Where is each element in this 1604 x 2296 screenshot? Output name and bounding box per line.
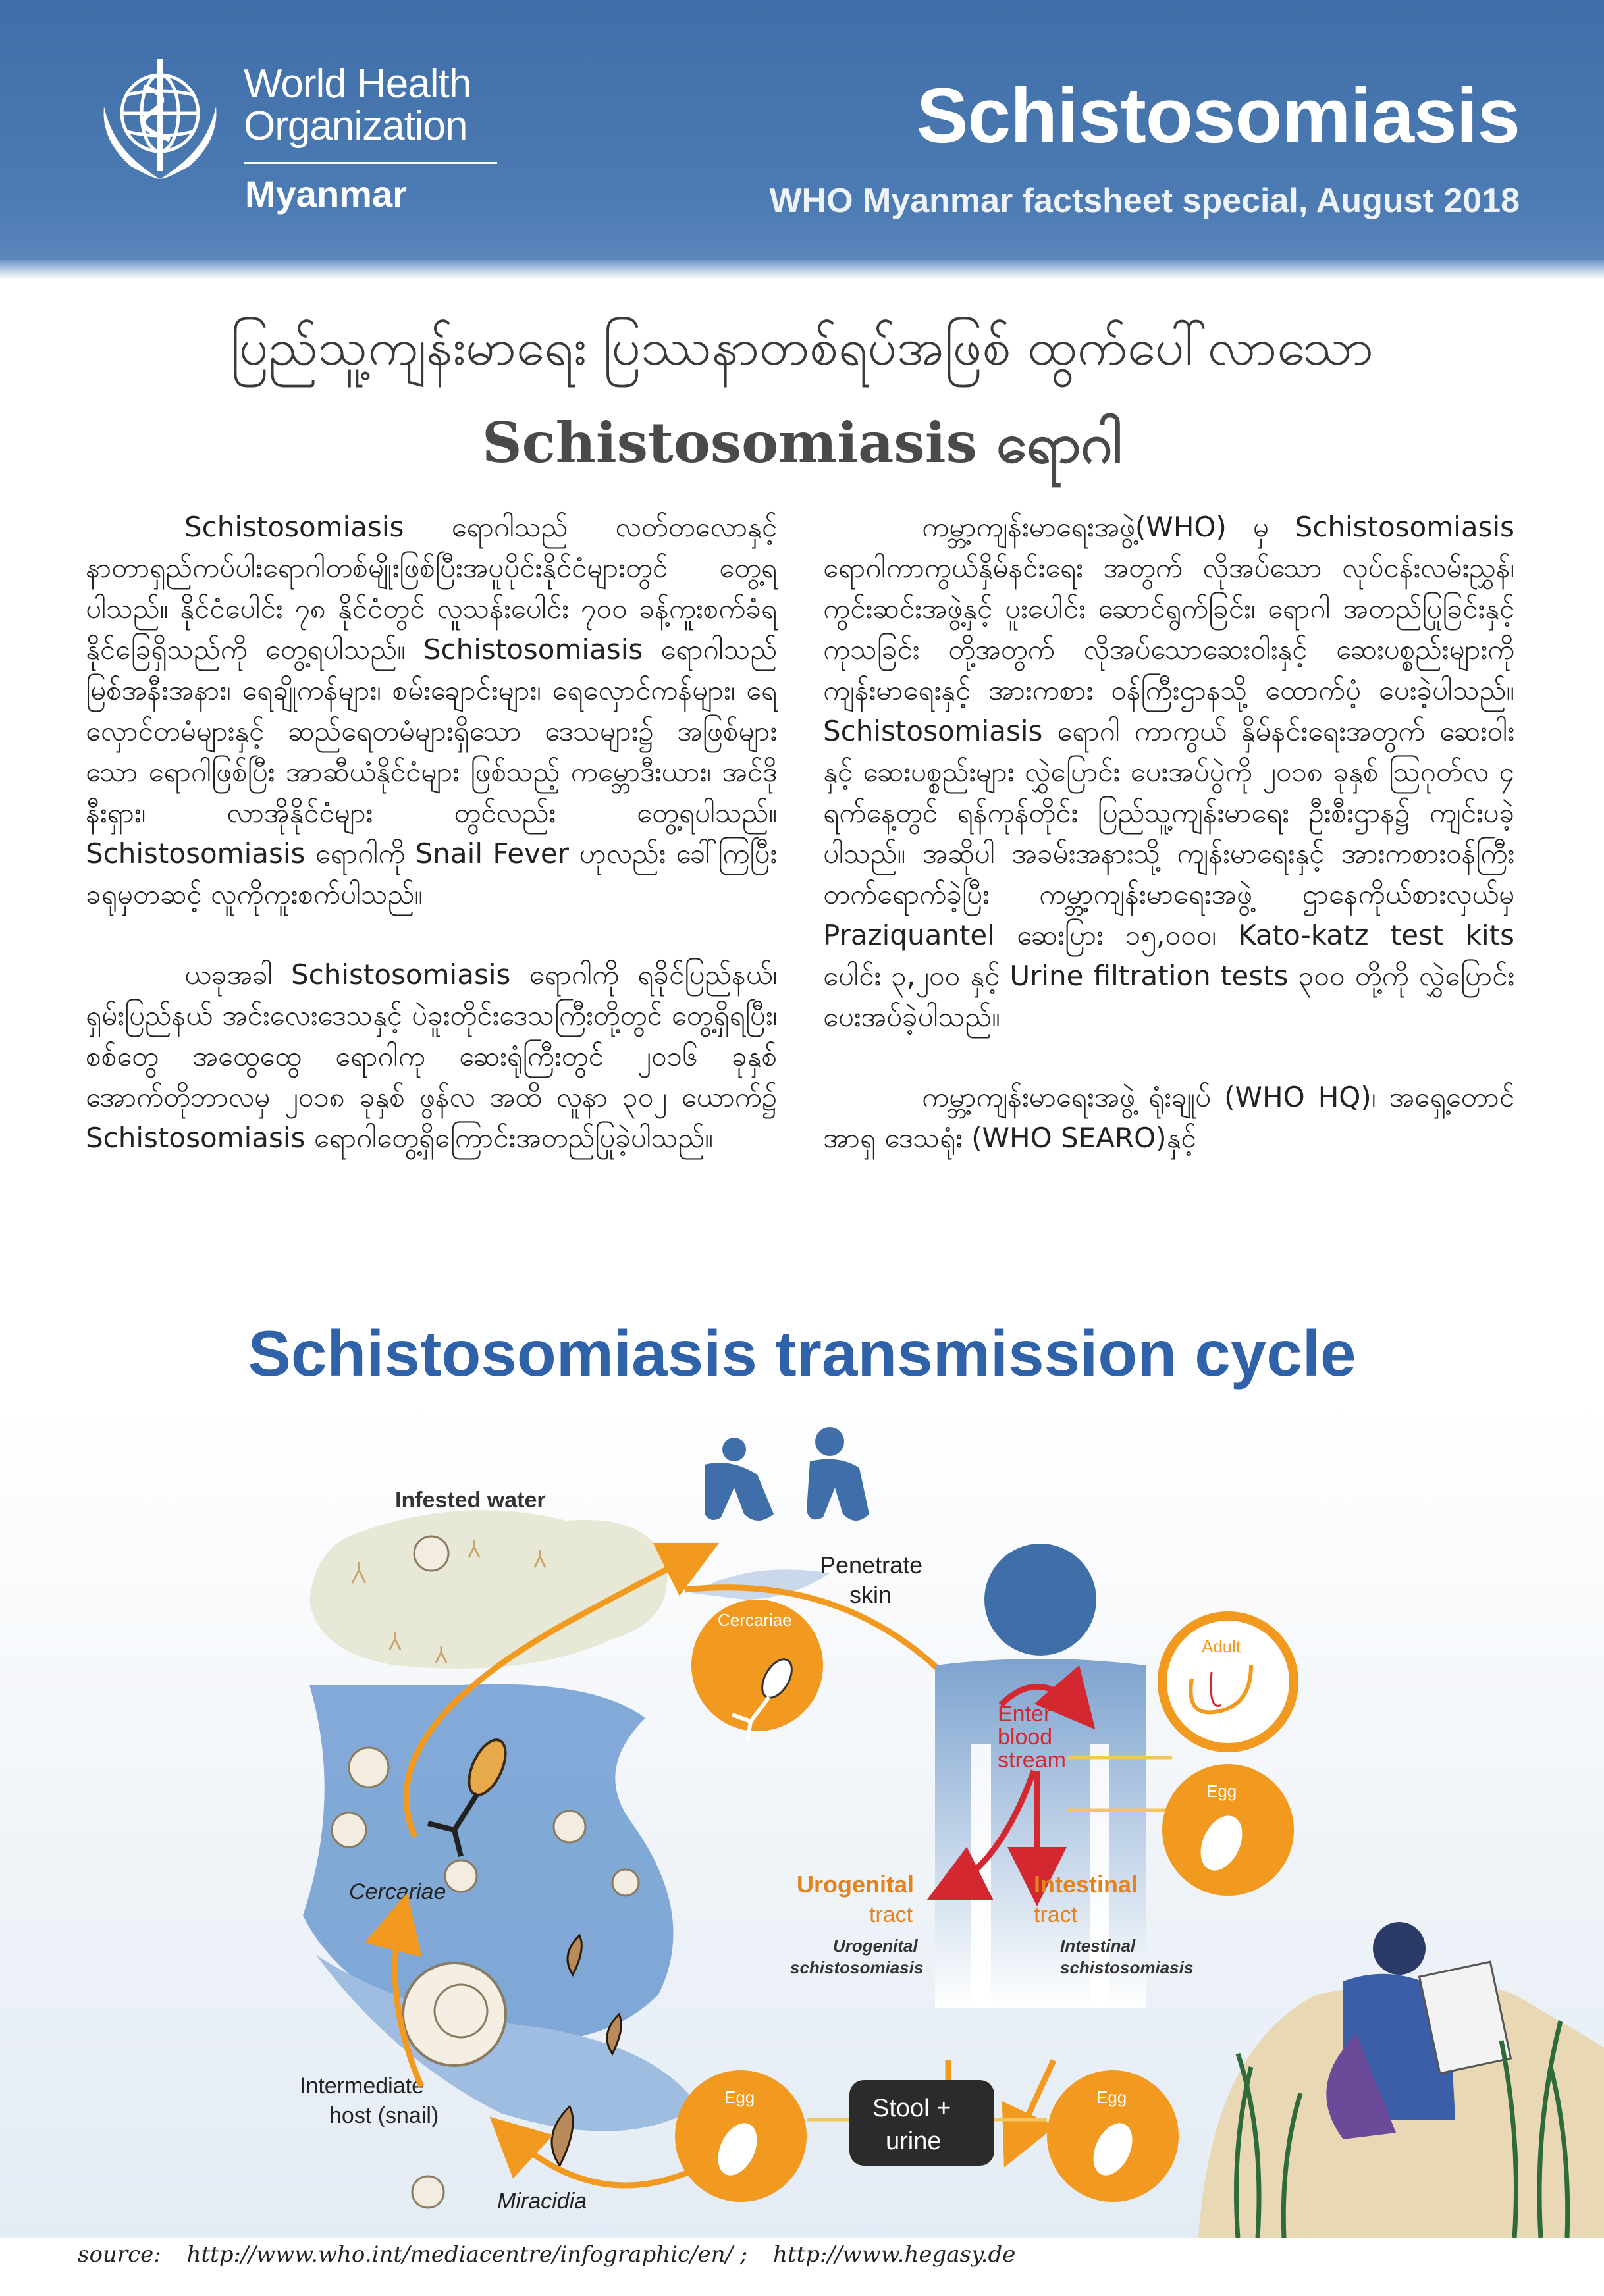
factsheet-subtitle: WHO Myanmar factsheet special, August 2018 — [769, 182, 1520, 220]
host-label-line2: host (snail) — [329, 2103, 439, 2128]
egg-right-label: Egg — [1096, 2087, 1127, 2107]
org-name — [244, 63, 520, 147]
source-link-who[interactable]: http://www.who.int/mediacentre/infographic/en/ ; — [186, 2241, 748, 2268]
penetrate-skin-line1: Penetrate — [820, 1552, 923, 1578]
intermediate-host-snail-icon — [403, 1963, 506, 2066]
urogenital-schisto-line2: schistosomiasis — [790, 1958, 924, 1977]
article-title-english: Schistosomiasis ရောဂါ — [481, 410, 1123, 475]
article-left-column — [86, 507, 777, 1198]
source-label: source: — [78, 2241, 161, 2268]
paragraph: Schistosomiasis ရောဂါသည် လတ်တလောနှင့် နာတာရှည်ကပ်ပါးရောဂါတစ်မျိုးဖြစ်ပြီးအပူပိုင်းနိုင်ငံများတွင် တွေ့ရပါသည်။ နိုင်ငံပေါင်း ၇၈ နိုင်ငံတွင် လူသန်းပေါင်း ၇၀၀ ခန့်ကူးစက်ခံရနိုင်ခြေရှိသည်ကို တွေ့ရပါသည်။ Schistosomiasis ရောဂါသည် မြစ်အနီးအနား၊ ရေချိုကန်များ၊ စမ်းချောင်းများ၊ ရေလှောင်ကန်များ၊ ရေလှောင်တမံများနှင့် ဆည်ရေတမံများရှိသော ဒေသများ၌ အဖြစ်များသော ရောဂါဖြစ်ပြီး အာဆီယံနိုင်ငံများ ဖြစ်သည့် ကမ္ဘောဒီးယား၊ အင်ဒိုနီးရှား၊ လာအိုနိုင်ငံများ တွင်လည်း တွေ့ရပါသည်။ Schistosomiasis ရောဂါကို Snail Fever ဟုလည်း ခေါ်ကြပြီး ခရုမှတဆင့် လူကိုကူးစက်ပါသည်။ — [86, 511, 777, 910]
factsheet-title: Schistosomiasis — [916, 72, 1520, 159]
adult-circle-label: Adult — [1202, 1636, 1241, 1656]
human-head-icon — [984, 1544, 1096, 1656]
enter-blood-line2: blood — [998, 1725, 1053, 1750]
urogenital-tract-label: tract — [869, 1902, 913, 1927]
paragraph: ယခုအခါ Schistosomiasis ရောဂါကို ရခိုင်ပြည်နယ်၊ ရှမ်းပြည်နယ် အင်းလေးဒေသနှင့် ပဲခူးတိုင်းဒေသကြီးတို့တွင် တွေ့ရှိရပြီး၊ စစ်တွေ အထွေထွေ ရောဂါကု ဆေးရုံကြီးတွင် ၂၀၁၆ ခုနှစ် အောက်တိုဘာလမှ ၂၀၁၈ ခုနှစ် ဖွန်လ အထိ လူနာ ၃၀၂ ယောက်၌ Schistosomiasis ရောဂါတွေ့ရှိကြောင်းအတည်ပြုခဲ့ပါသည်။ — [86, 958, 777, 1154]
intestinal-schisto-line2: schistosomiasis — [1060, 1958, 1194, 1977]
penetrate-skin-line2: skin — [849, 1581, 892, 1608]
org-country: Myanmar — [245, 173, 407, 215]
cercariae-label: Cercariae — [349, 1879, 446, 1904]
egg-left-label: Egg — [724, 2087, 755, 2107]
intestinal-schisto-line1: Intestinal — [1060, 1936, 1136, 1956]
source-line — [78, 2241, 1034, 2268]
urogenital-label: Urogenital — [797, 1871, 915, 1898]
who-emblem-icon — [91, 47, 229, 186]
adult-worm-circle — [1162, 1616, 1294, 1748]
article-title-myanmar: ပြည်သူ့ကျန်းမာရေး ပြဿနာတစ်ရပ်အဖြစ် ထွက်ပေါ်လာသော — [230, 318, 1374, 377]
org-name-line1: World Health — [244, 61, 471, 107]
org-divider — [244, 162, 497, 164]
infographic-title: Schistosomiasis transmission cycle — [248, 1317, 1356, 1390]
org-name-line2: Organization — [244, 103, 468, 149]
article-right-column — [823, 507, 1514, 1198]
intestinal-label: Intestinal — [1034, 1871, 1138, 1898]
urogenital-schisto-line1: Urogenital — [833, 1936, 918, 1956]
stool-line1: Stool + — [872, 2095, 951, 2122]
header-fade — [0, 260, 1604, 280]
paragraph: ကမ္ဘာ့ကျန်းမာရေးအဖွဲ့(WHO) မှ Schistosomiasis ရောဂါကာကွယ်နှိမ်နင်းရေး အတွက် လိုအပ်သော လုပ်ငန်းလမ်းညွှန်၊ ကွင်းဆင်းအဖွဲ့နှင့် ပူးပေါင်း ဆောင်ရွက်ခြင်း၊ ရောဂါ အတည်ပြုခြင်းနှင့် ကုသခြင်း တို့အတွက် လိုအပ်သောဆေးဝါးနှင့် ဆေးပစ္စည်းများကို ကျန်းမာရေးနှင့် အားကစား ဝန်ကြီးဌာနသို့ ထောက်ပံ့ ပေးခဲ့ပါသည်။ Schistosomiasis ရောဂါ ကာကွယ် နှိမ်နင်းရေးအတွက် ဆေးဝါးနှင့် ဆေးပစ္စည်းများ လွှဲပြောင်း ပေးအပ်ပွဲကို ၂၀၁၈ ခုနှစ် ဩဂုတ်လ ၄ ရက်နေ့တွင် ရန်ကုန်တိုင်း ပြည်သူ့ကျန်းမာရေး ဦးစီးဌာန၌ ကျင်းပခဲ့ပါသည်။ အဆိုပါ အခမ်းအနားသို့ ကျန်းမာရေးနှင့် အားကစားဝန်ကြီး တက်ရောက်ခဲ့ပြီး ကမ္ဘာ့ကျန်းမာရေးအဖွဲ့ ဌာနေကိုယ်စားလှယ်မှ Praziquantel ဆေးပြား ၁၅,၀၀၀၊ Kato-katz test kits ပေါင်း ၃,၂၀၀ နှင့် Urine filtration tests ၃၀၀ တို့ကို လွှဲပြောင်း ပေးအပ်ခဲ့ပါသည်။ — [823, 511, 1514, 1033]
intestinal-tract-label: tract — [1034, 1902, 1078, 1927]
paragraph: ကမ္ဘာ့ကျန်းမာရေးအဖွဲ့ ရုံးချုပ် (WHO HQ)၊ အရှေ့တောင်အာရှ ဒေသရုံး (WHO SEARO)နှင့် — [823, 1081, 1514, 1154]
cercariae-circle-label: Cercariae — [718, 1610, 792, 1630]
stool-line2: urine — [886, 2127, 942, 2155]
miracidia-label: Miracidia — [497, 2189, 587, 2214]
header-banner — [0, 0, 1604, 270]
enter-blood-line1: Enter — [998, 1702, 1052, 1727]
infested-water-label: Infested water — [395, 1488, 546, 1513]
egg-circle-body-label: Egg — [1206, 1781, 1237, 1801]
transmission-cycle-diagram — [0, 1402, 1604, 2238]
source-link-hegasy[interactable]: http://www.hegasy.de — [773, 2241, 1016, 2268]
enter-blood-line3: stream — [998, 1748, 1066, 1773]
host-label-line1: Intermediate — [300, 2074, 424, 2099]
